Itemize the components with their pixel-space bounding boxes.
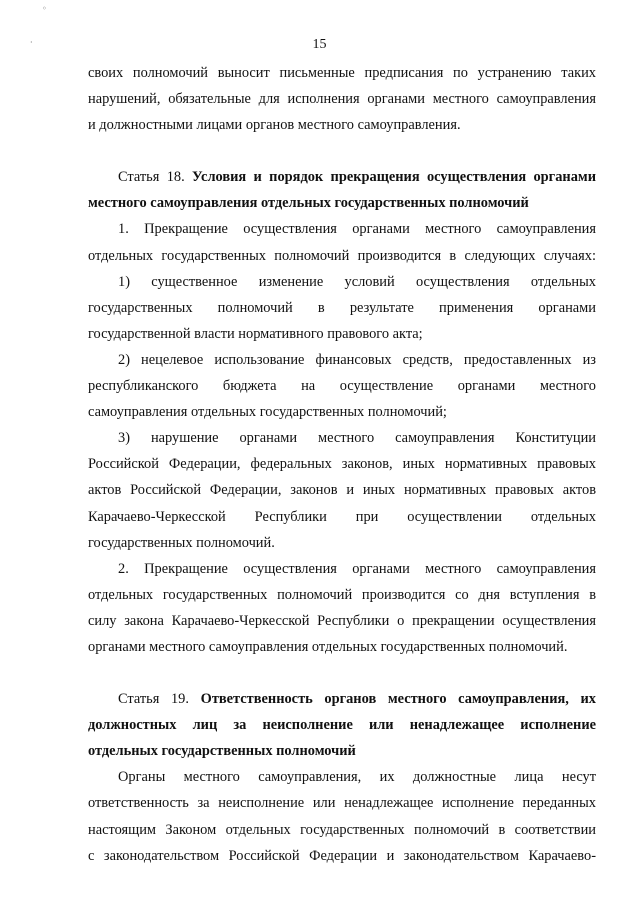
article-18-prefix: Статья 18.: [118, 169, 185, 186]
article-18-title: Условия и порядок прекращения осуществления органами: [192, 169, 596, 186]
page-number: 15: [312, 37, 327, 52]
article-18-item-3: [88, 425, 596, 555]
article-19-title: должностных лиц за неисполнение или ненадлежащее исполнение: [88, 717, 596, 734]
article-18-item-2: [88, 347, 596, 425]
document-body: [88, 60, 596, 869]
article-18-heading-cont: [88, 190, 596, 216]
article-19-title: отдельных государственных полномочий: [88, 743, 356, 760]
scan-speck: ◦: [42, 4, 47, 13]
text-line: государственных полномочий в результате применения органами: [88, 299, 596, 316]
text-line: и должностными лицами органов местного самоуправления.: [88, 117, 461, 134]
text-line: Карачаево-Черкесской Республики при осуществлении отдельных: [88, 508, 596, 525]
article-19-prefix: Статья 19.: [118, 691, 189, 708]
article-19-heading-cont: [88, 712, 596, 738]
text-line: государственных полномочий.: [88, 534, 275, 551]
article-18-title: местного самоуправления отдельных государственных полномочий: [88, 195, 529, 212]
article-19-heading-cont: [88, 738, 596, 764]
text-line: Органы местного самоуправления, их должностные лица несут: [118, 769, 596, 786]
text-line: государственной власти нормативного правового акта;: [88, 325, 423, 342]
text-line: силу закона Карачаево-Черкесской Республики о прекращении осуществления: [88, 612, 596, 629]
text-line: 2. Прекращение осуществления органами местного самоуправления: [118, 560, 596, 577]
text-line: самоуправления отдельных государственных полномочий;: [88, 404, 447, 421]
text-line: 3) нарушение органами местного самоуправления Конституции: [118, 430, 596, 447]
text-line: своих полномочий выносит письменные предписания по устранению таких: [88, 65, 596, 81]
text-line: с законодательством Российской Федерации и законодательством Карачаево-: [88, 847, 596, 864]
article-18-section-2: [88, 556, 596, 660]
text-line: актов Российской Федерации, законов и иных нормативных правовых актов: [88, 482, 596, 499]
text-line: 1. Прекращение осуществления органами местного самоуправления: [118, 221, 596, 238]
text-line: 1) существенное изменение условий осуществления отдельных: [118, 273, 596, 290]
paragraph-continuation: [88, 60, 596, 138]
text-line: республиканского бюджета на осуществление органами местного: [88, 378, 596, 395]
article-19-body: [88, 764, 596, 868]
text-line: настоящим Законом отдельных государственных полномочий в соответствии: [88, 821, 596, 838]
article-19-heading: [88, 686, 596, 712]
article-18-item-1: [88, 269, 596, 347]
text-line: отдельных государственных полномочий производится со дня вступления в: [88, 586, 596, 603]
text-line: нарушений, обязательные для исполнения органами местного самоуправления: [88, 91, 596, 108]
text-line: отдельных государственных полномочий производится в следующих случаях:: [88, 247, 596, 264]
scan-speck: ·: [30, 38, 33, 47]
text-line: Российской Федерации, федеральных законов, иных нормативных правовых: [88, 456, 596, 473]
text-line: 2) нецелевое использование финансовых средств, предоставленных из: [118, 351, 596, 368]
text-line: органами местного самоуправления отдельных государственных полномочий.: [88, 638, 568, 655]
article-19: [88, 686, 596, 869]
article-19-title: Ответственность органов местного самоуправления, их: [200, 691, 596, 708]
article-18-heading: [88, 164, 596, 190]
text-line: ответственность за неисполнение или ненадлежащее исполнение переданных: [88, 795, 596, 812]
article-18: [88, 164, 596, 660]
article-18-section-1: [88, 216, 596, 268]
